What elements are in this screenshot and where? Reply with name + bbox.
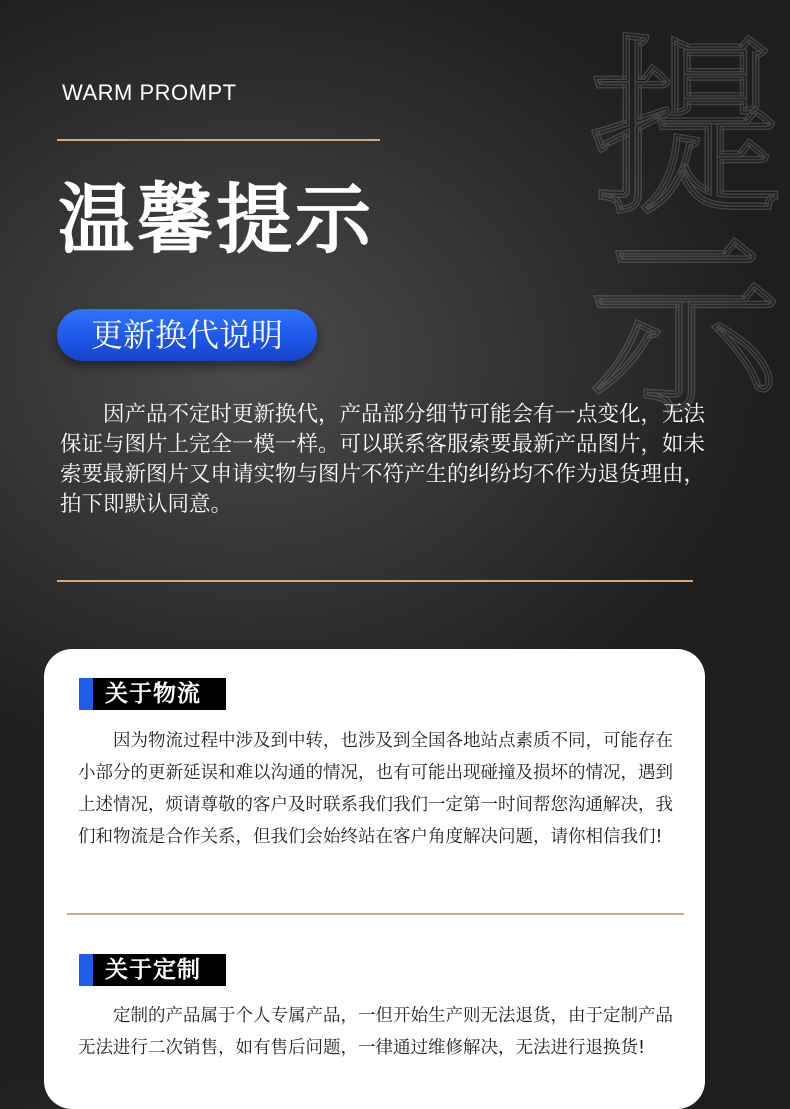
english-title: WARM PROMPT <box>62 80 237 105</box>
watermark-char: 示 <box>590 219 781 440</box>
section-accent-bar <box>79 678 93 710</box>
section-accent-bar <box>79 954 93 986</box>
section-divider <box>67 913 684 915</box>
intro-divider <box>57 580 693 582</box>
update-badge: 更新换代说明 <box>57 309 317 361</box>
page-title: 温馨提示 <box>58 175 374 264</box>
logistics-section-header <box>79 678 226 710</box>
logistics-description: 因为物流过程中涉及到中转，也涉及到全国各地站点素质不同，可能存在小部分的更新延误和难以沟通的情况，也有可能出现碰撞及损坏的情况，遇到上述情况，烦请尊敬的客户及时联系我们我们一定第一时间帮您沟通解决，我们和物流是合作关系，但我们会始终站在客户角度解决问题，请你相信我们! <box>78 731 673 847</box>
custom-description: 定制的产品属于个人专属产品，一但开始生产则无法退货，由于定制产品无法进行二次销售，如有售后问题，一律通过维修解决，无法进行退换货! <box>78 1006 673 1058</box>
title-divider <box>57 139 380 141</box>
logistics-section-title: 关于物流 <box>105 681 201 707</box>
update-description: 因产品不定时更新换代，产品部分细节可能会有一点变化，无法保证与图片上完全一模一样。可以联系客服索要最新产品图片，如未索要最新图片又申请实物与图片不符产生的纠纷均不作为退货理由，拍下即默认同意。 <box>60 402 706 517</box>
watermark-char: 提 <box>590 19 781 240</box>
watermark-characters <box>590 19 790 440</box>
custom-section-header <box>79 954 226 986</box>
custom-section-title: 关于定制 <box>105 957 201 983</box>
